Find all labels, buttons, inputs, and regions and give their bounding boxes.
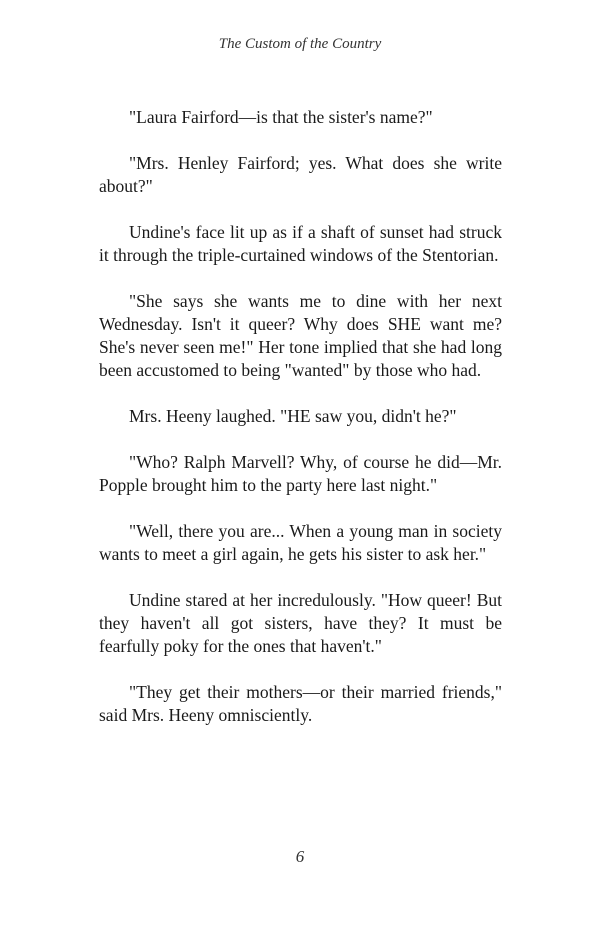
paragraph: "Who? Ralph Marvell? Why, of course he did—Mr. Popple brought him to the party here last night." [99, 452, 502, 495]
page-number: 6 [295, 847, 305, 866]
paragraph: "She says she wants me to dine with her next Wednesday. Isn't it queer? Why does SHE want me? She's never seen me!" Her tone implied that she had long been accustomed to being "wanted" by those who had. [99, 291, 502, 380]
paragraph: "They get their mothers—or their married friends," said Mrs. Heeny omnisciently. [99, 682, 502, 725]
paragraph: Mrs. Heeny laughed. "HE saw you, didn't he?" [129, 406, 457, 426]
running-title: The Custom of the Country [218, 36, 382, 52]
page-body [99, 106, 502, 750]
paragraph: "Mrs. Henley Fairford; yes. What does she write about?" [99, 153, 502, 196]
paragraph: "Well, there you are... When a young man in society wants to meet a girl again, he gets his sister to ask her." [99, 521, 502, 564]
paragraph: Undine stared at her incredulously. "How queer! But they haven't all got sisters, have they? It must be fearfully poky for the ones that haven't." [99, 590, 502, 656]
paragraph: "Laura Fairford—is that the sister's name?" [129, 107, 433, 127]
paragraph: Undine's face lit up as if a shaft of sunset had struck it through the triple-curtained windows of the Stentorian. [99, 222, 502, 265]
